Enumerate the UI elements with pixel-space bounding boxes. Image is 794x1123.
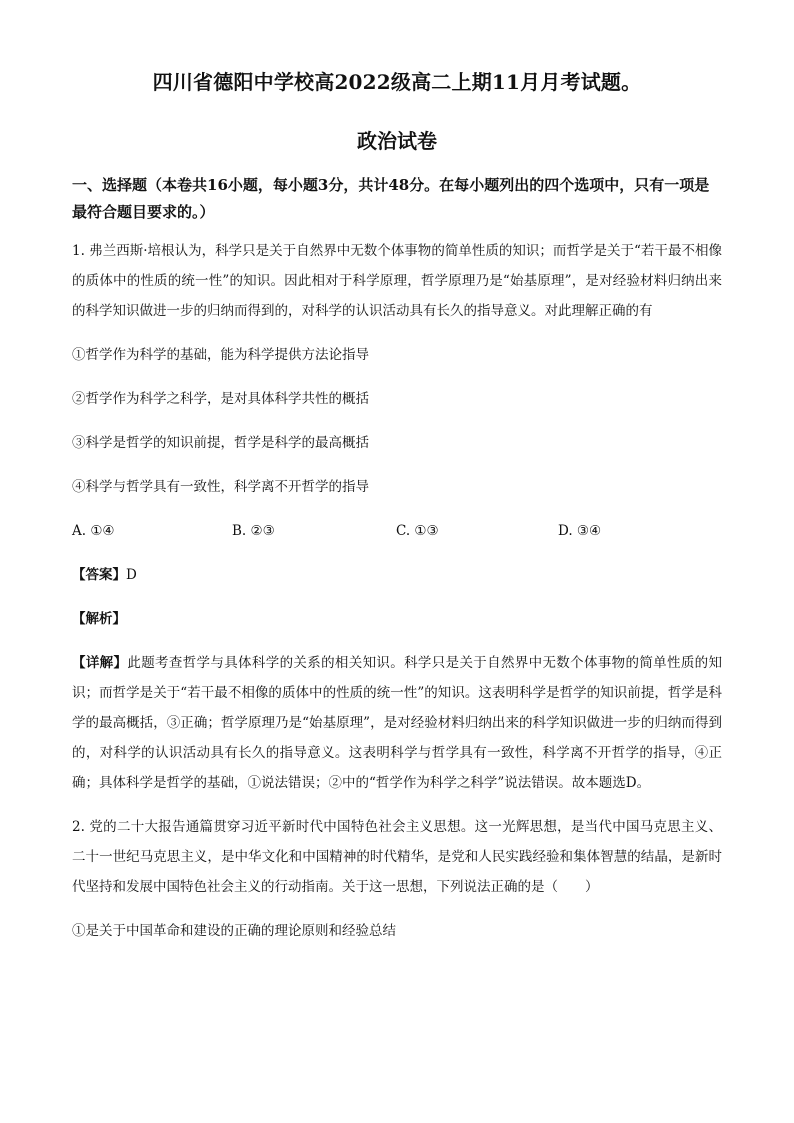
exam-subtitle: 政治试卷 <box>357 129 437 153</box>
exam-title: 四川省德阳中学校高2022级高二上期11月月考试题。 <box>152 70 642 94</box>
analysis-line <box>72 604 722 634</box>
question-1-option-4: ④科学与哲学具有一致性，科学离不开哲学的指导 <box>72 479 369 495</box>
choice-b: B. ②③ <box>232 523 275 539</box>
question-1-option-1: ①哲学作为科学的基础，能为科学提供方法论指导 <box>72 347 369 363</box>
detail-paragraph <box>72 648 722 798</box>
section-heading: 一、选择题（本卷共16小题，每小题3分，共计48分。在每小题列出的四个选项中，只有一项是最符合题目要求的。） <box>72 176 710 221</box>
analysis-label: 【解析】 <box>72 611 126 627</box>
question-2-option-1: ①是关于中国革命和建设的正确的理论原则和经验总结 <box>72 923 396 939</box>
question-2-stem: 2. 党的二十大报告通篇贯穿习近平新时代中国特色社会主义思想。这一光辉思想，是当代中国马克思主义、二十一世纪马克思主义，是中华文化和中国精神的时代精华，是党和人民实践经验和集体智慧的结晶，是新时代坚持和发展中国特色社会主义的行动指南。关于这一思想，下列说法正确的是（ ） <box>72 819 722 895</box>
choice-a: A. ①④ <box>72 523 115 539</box>
question-1-stem: 1. 弗兰西斯·培根认为，科学只是关于自然界中无数个体事物的简单性质的知识；而哲学是关于“若干最不相像的质体中的性质的统一性”的知识。因此相对于科学原理，哲学原理乃是“始基原理”，是对经验材料归纳出来的科学知识做进一步的归纳而得到的，对科学的认识活动具有长久的指导意义。对此理解正确的有 <box>72 243 722 319</box>
question-1-option-3: ③科学是哲学的知识前提，哲学是科学的最高概括 <box>72 435 369 451</box>
answer-label: 【答案】 <box>72 567 126 583</box>
detail-label: 【详解】 <box>72 655 128 671</box>
choice-d: D. ③④ <box>558 523 602 539</box>
detail-text: 此题考查哲学与具体科学的关系的相关知识。科学只是关于自然界中无数个体事物的简单性质的知识；而哲学是关于“若干最不相像的质体中的性质的统一性”的知识。这表明科学是哲学的知识前提，哲学是科学的最高概括，③正确；哲学原理乃是“始基原理”，是对经验材料归纳出来的科学知识做进一步的归纳而得到的，对科学的认识活动具有长久的指导意义。这表明科学与哲学具有一致性，科学离不开哲学的指导，④正确；具体科学是哲学的基础，①说法错误；②中的“哲学作为科学之科学”说法错误。故本题选D。 <box>72 655 723 791</box>
answer-value: D <box>126 567 137 583</box>
exam-content <box>72 172 722 960</box>
choice-c: C. ①③ <box>396 523 439 539</box>
question-1-option-2: ②哲学作为科学之科学，是对具体科学共性的概括 <box>72 391 369 407</box>
question-1-choices <box>72 516 722 546</box>
answer-line <box>72 560 722 590</box>
